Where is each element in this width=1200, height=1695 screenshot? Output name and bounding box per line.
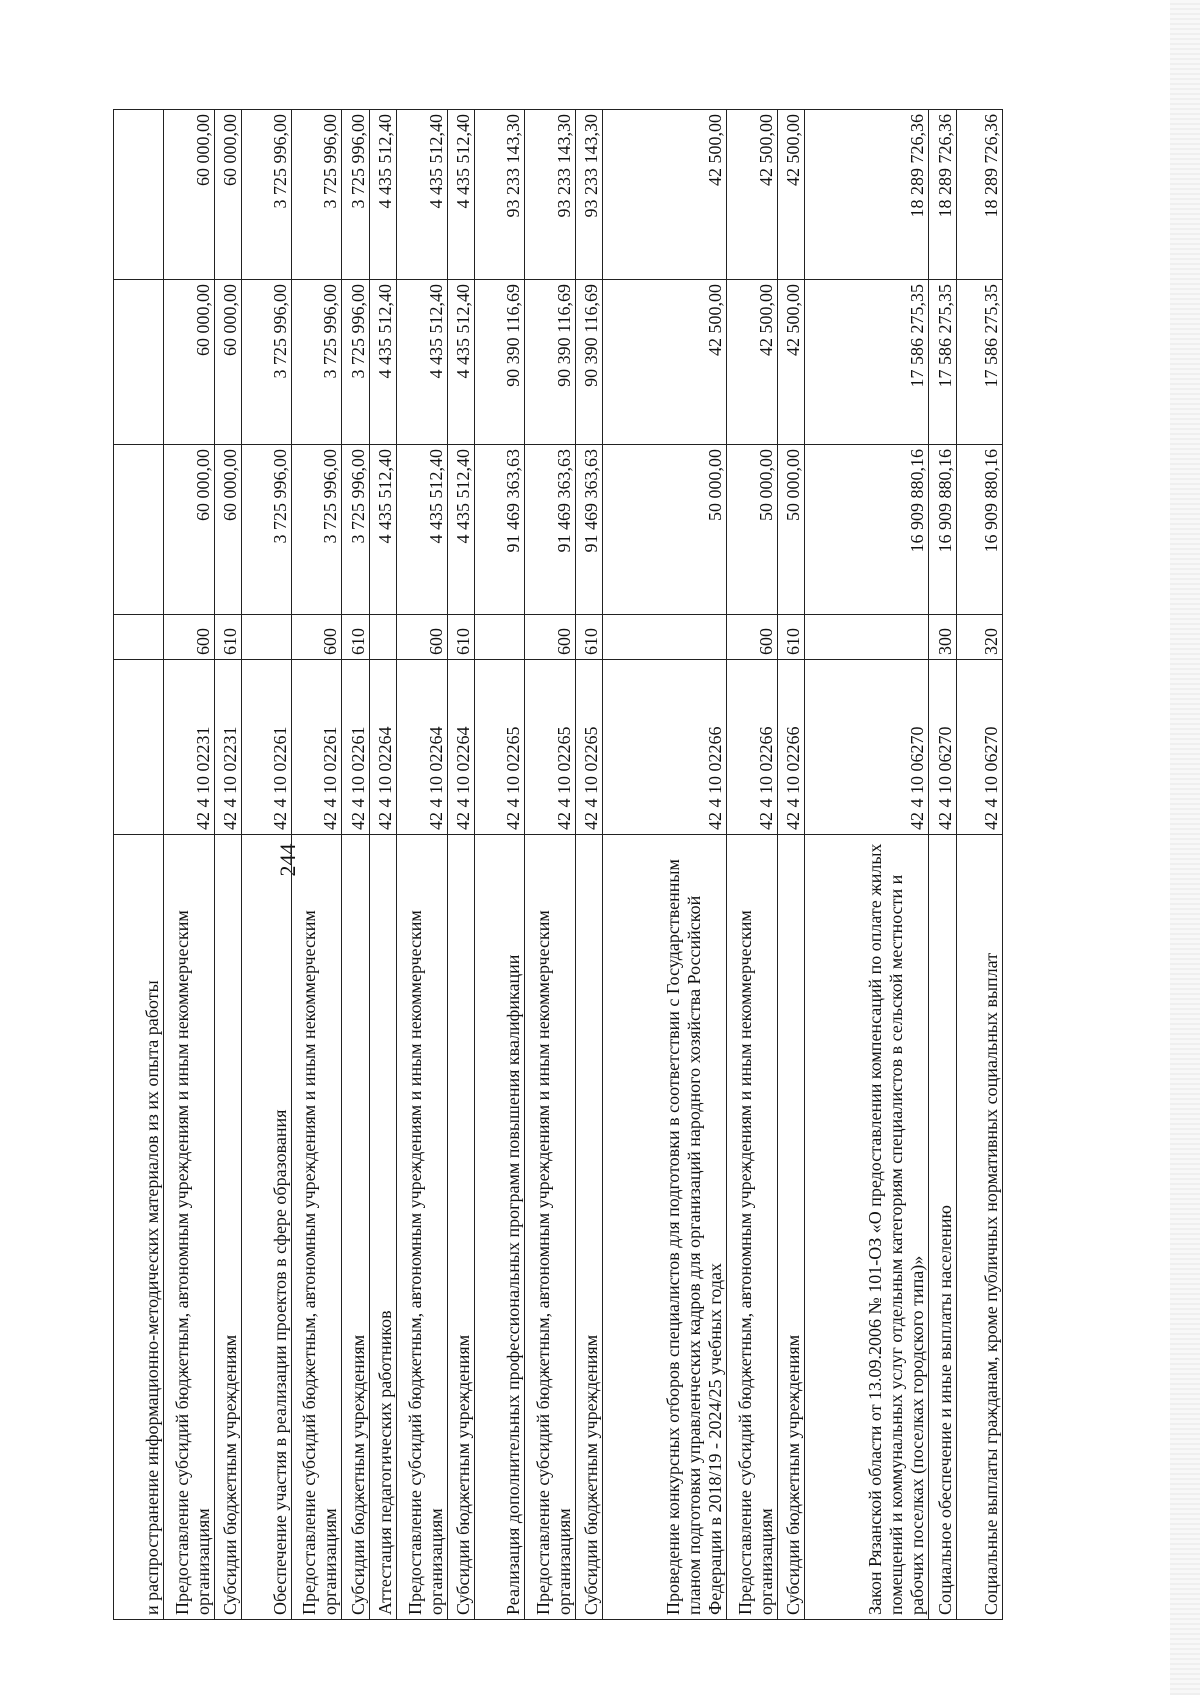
row-name: Проведение конкурсных отборов специалистов для подготовки в соответствии с Государственным планом подготовки управленческих кадров для организаций народного хозяйства Российской Федерации в 2018/19 - 2024/25 учебных годах (602, 835, 726, 1620)
row-name: и распространение информационно-методических материалов из их опыта работы (114, 835, 164, 1620)
row-amount-year-1: 50 000,00 (777, 445, 804, 615)
table-row (474, 110, 524, 1620)
budget-table-body (114, 110, 1003, 1620)
row-target-code: 42 4 10 02261 (291, 660, 342, 835)
rotated-sheet (113, 110, 1003, 1620)
row-amount-year-1: 3 725 996,00 (291, 445, 342, 615)
row-expense-type (114, 615, 164, 660)
scan-edge-artifact (1170, 0, 1200, 1695)
row-amount-year-2: 17 586 275,35 (929, 280, 956, 445)
table-row (214, 110, 241, 1620)
row-name: Аттестация педагогических работников (369, 835, 396, 1620)
row-amount-year-2: 3 725 996,00 (342, 280, 369, 445)
row-expense-type (474, 615, 524, 660)
row-expense-type: 600 (524, 615, 575, 660)
row-expense-type: 610 (214, 615, 241, 660)
row-expense-type: 600 (291, 615, 342, 660)
row-expense-type: 610 (447, 615, 474, 660)
row-amount-year-1: 50 000,00 (602, 445, 726, 615)
table-row (241, 110, 291, 1620)
table-row (524, 110, 575, 1620)
row-name: Субсидии бюджетным учреждениям (575, 835, 602, 1620)
row-name: Субсидии бюджетным учреждениям (777, 835, 804, 1620)
row-amount-year-3: 4 435 512,40 (396, 110, 447, 280)
row-name: Предоставление субсидий бюджетным, автономным учреждениям и иным некоммерческим организациям (396, 835, 447, 1620)
row-amount-year-2: 3 725 996,00 (241, 280, 291, 445)
row-amount-year-2: 17 586 275,35 (956, 280, 1002, 445)
row-amount-year-2: 17 586 275,35 (805, 280, 929, 445)
row-target-code: 42 4 10 02265 (474, 660, 524, 835)
row-amount-year-3: 42 500,00 (727, 110, 778, 280)
row-target-code: 42 4 10 06270 (805, 660, 929, 835)
row-expense-type (369, 615, 396, 660)
table-row (163, 110, 214, 1620)
row-amount-year-2: 60 000,00 (214, 280, 241, 445)
row-name: Субсидии бюджетным учреждениям (342, 835, 369, 1620)
row-amount-year-3: 18 289 726,36 (805, 110, 929, 280)
row-amount-year-1: 91 469 363,63 (474, 445, 524, 615)
table-row (575, 110, 602, 1620)
row-name: Предоставление субсидий бюджетным, автономным учреждениям и иным некоммерческим организациям (291, 835, 342, 1620)
row-amount-year-1: 16 909 880,16 (805, 445, 929, 615)
row-amount-year-1: 16 909 880,16 (929, 445, 956, 615)
table-row (929, 110, 956, 1620)
row-name: Реализация дополнительных профессиональных программ повышения квалификации (474, 835, 524, 1620)
row-expense-type: 610 (575, 615, 602, 660)
row-target-code: 42 4 10 02261 (241, 660, 291, 835)
row-name: Социальные выплаты гражданам, кроме публичных нормативных социальных выплат (956, 835, 1002, 1620)
row-expense-type (805, 615, 929, 660)
row-target-code: 42 4 10 02264 (396, 660, 447, 835)
row-target-code (114, 660, 164, 835)
row-name: Субсидии бюджетным учреждениям (214, 835, 241, 1620)
budget-table (113, 109, 1003, 1620)
row-expense-type: 300 (929, 615, 956, 660)
row-amount-year-2: 42 500,00 (777, 280, 804, 445)
row-amount-year-2: 4 435 512,40 (369, 280, 396, 445)
table-row (727, 110, 778, 1620)
table-row (956, 110, 1002, 1620)
row-target-code: 42 4 10 02231 (214, 660, 241, 835)
row-name: Предоставление субсидий бюджетным, автономным учреждениям и иным некоммерческим организациям (163, 835, 214, 1620)
row-target-code: 42 4 10 02266 (777, 660, 804, 835)
row-expense-type: 320 (956, 615, 1002, 660)
row-amount-year-2: 90 390 116,69 (524, 280, 575, 445)
row-amount-year-3: 93 233 143,30 (575, 110, 602, 280)
table-row (447, 110, 474, 1620)
row-amount-year-2: 90 390 116,69 (575, 280, 602, 445)
row-amount-year-3 (114, 110, 164, 280)
row-amount-year-1: 60 000,00 (163, 445, 214, 615)
row-amount-year-3: 93 233 143,30 (474, 110, 524, 280)
row-amount-year-2: 4 435 512,40 (447, 280, 474, 445)
table-row (777, 110, 804, 1620)
row-amount-year-1: 50 000,00 (727, 445, 778, 615)
row-target-code: 42 4 10 02264 (447, 660, 474, 835)
row-target-code: 42 4 10 02265 (524, 660, 575, 835)
row-amount-year-3: 42 500,00 (777, 110, 804, 280)
row-expense-type: 610 (777, 615, 804, 660)
row-amount-year-2: 3 725 996,00 (291, 280, 342, 445)
row-amount-year-1: 91 469 363,63 (524, 445, 575, 615)
table-row (342, 110, 369, 1620)
row-amount-year-3: 4 435 512,40 (447, 110, 474, 280)
table-row (369, 110, 396, 1620)
page-number: 244 (275, 843, 300, 877)
row-amount-year-3: 18 289 726,36 (956, 110, 1002, 280)
row-amount-year-1: 91 469 363,63 (575, 445, 602, 615)
row-target-code: 42 4 10 02264 (369, 660, 396, 835)
row-name: Субсидии бюджетным учреждениям (447, 835, 474, 1620)
row-amount-year-3: 93 233 143,30 (524, 110, 575, 280)
row-name: Социальное обеспечение и иные выплаты населению (929, 835, 956, 1620)
row-amount-year-1: 4 435 512,40 (447, 445, 474, 615)
row-amount-year-1: 60 000,00 (214, 445, 241, 615)
row-target-code: 42 4 10 02265 (575, 660, 602, 835)
row-amount-year-3: 3 725 996,00 (291, 110, 342, 280)
table-row (805, 110, 929, 1620)
row-amount-year-3: 4 435 512,40 (369, 110, 396, 280)
row-amount-year-3: 60 000,00 (214, 110, 241, 280)
table-row (114, 110, 164, 1620)
row-name: Закон Рязанской области от 13.09.2006 № 101-ОЗ «О предоставлении компенсаций по оплате жилых помещений и коммунальных услуг отдельным категориям специалистов в сельской местности и рабочих поселках (поселках городского типа)» (805, 835, 929, 1620)
row-target-code: 42 4 10 06270 (956, 660, 1002, 835)
row-amount-year-2: 4 435 512,40 (396, 280, 447, 445)
row-name: Предоставление субсидий бюджетным, автономным учреждениям и иным некоммерческим организациям (727, 835, 778, 1620)
row-amount-year-3: 18 289 726,36 (929, 110, 956, 280)
row-target-code: 42 4 10 06270 (929, 660, 956, 835)
row-amount-year-3: 60 000,00 (163, 110, 214, 280)
row-target-code: 42 4 10 02266 (727, 660, 778, 835)
table-row (396, 110, 447, 1620)
row-amount-year-1: 3 725 996,00 (342, 445, 369, 615)
row-amount-year-3: 42 500,00 (602, 110, 726, 280)
row-expense-type: 600 (727, 615, 778, 660)
row-name: Предоставление субсидий бюджетным, автономным учреждениям и иным некоммерческим организациям (524, 835, 575, 1620)
row-amount-year-1: 4 435 512,40 (369, 445, 396, 615)
row-amount-year-1 (114, 445, 164, 615)
row-amount-year-3: 3 725 996,00 (241, 110, 291, 280)
row-expense-type: 600 (396, 615, 447, 660)
row-amount-year-2: 90 390 116,69 (474, 280, 524, 445)
row-target-code: 42 4 10 02266 (602, 660, 726, 835)
row-amount-year-2 (114, 280, 164, 445)
row-target-code: 42 4 10 02231 (163, 660, 214, 835)
row-amount-year-1: 3 725 996,00 (241, 445, 291, 615)
row-expense-type: 610 (342, 615, 369, 660)
row-expense-type (241, 615, 291, 660)
table-row (602, 110, 726, 1620)
row-amount-year-2: 60 000,00 (163, 280, 214, 445)
table-row (291, 110, 342, 1620)
row-amount-year-2: 42 500,00 (602, 280, 726, 445)
row-target-code: 42 4 10 02261 (342, 660, 369, 835)
row-amount-year-1: 4 435 512,40 (396, 445, 447, 615)
row-amount-year-1: 16 909 880,16 (956, 445, 1002, 615)
row-amount-year-3: 3 725 996,00 (342, 110, 369, 280)
row-expense-type (602, 615, 726, 660)
row-expense-type: 600 (163, 615, 214, 660)
row-amount-year-2: 42 500,00 (727, 280, 778, 445)
row-name: Обеспечение участия в реализации проектов в сфере образования (241, 835, 291, 1620)
